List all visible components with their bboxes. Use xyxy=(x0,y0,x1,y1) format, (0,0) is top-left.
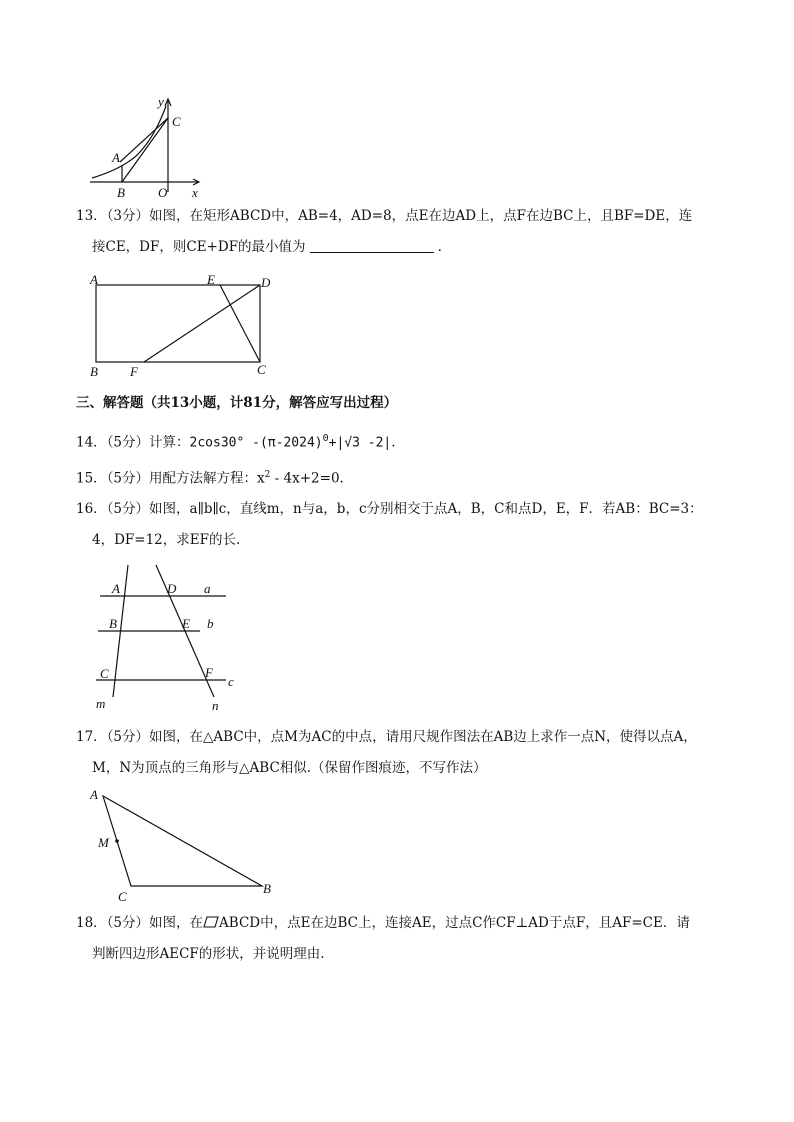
label-e: E xyxy=(207,272,215,287)
q16-text-1: 如图，a∥b∥c，直线m，n与a，b，c分别相交于点A，B，C和点D，E，F．若AB：BC=3： xyxy=(149,501,703,517)
label-b: B xyxy=(117,185,125,200)
label-a: A xyxy=(90,272,98,287)
q17-score: （5分） xyxy=(106,729,150,745)
label-a: A xyxy=(90,787,98,802)
label-m: M xyxy=(98,835,109,850)
label-c-point: C xyxy=(100,666,109,681)
q13-number: 13． xyxy=(76,208,107,224)
label-n: n xyxy=(212,698,219,713)
q13-text-1: 如图，在矩形ABCD中，AB=4，AD=8，点E在边AD上，点F在边BC上，且BF=DE，连 xyxy=(149,208,693,224)
label-line-a: a xyxy=(204,581,211,596)
q17-number: 17． xyxy=(76,729,107,745)
q16-number: 16． xyxy=(76,501,107,517)
label-c: C xyxy=(118,889,127,904)
label-b: B xyxy=(263,881,271,896)
q14-prefix: 计算： xyxy=(149,434,190,451)
q15-sup: 2 xyxy=(264,470,271,480)
q13-text-2a: 接CE，DF，则CE+DF的最小值为 xyxy=(92,239,306,255)
q14-expr-3: +|√3 -2| xyxy=(328,435,392,451)
label-d: D xyxy=(261,275,271,290)
section-heading: 三、解答题（共13小题，计81分，解答应写出过程） xyxy=(76,395,398,411)
label-d: D xyxy=(167,581,177,596)
label-c: C xyxy=(172,114,181,129)
label-f: F xyxy=(205,665,213,680)
q13-text-2b: . xyxy=(437,239,442,255)
q14-expr-1: 2cos30° xyxy=(189,435,245,451)
label-m: m xyxy=(96,696,106,711)
q18-score: （5分） xyxy=(106,915,150,931)
label-x: x xyxy=(192,185,198,200)
q14-score: （5分） xyxy=(106,434,150,451)
q14-end: . xyxy=(391,434,396,451)
q16-line-2: 4，DF=12，求EF的长. xyxy=(92,532,241,548)
q15-number: 15． xyxy=(76,470,107,487)
label-line-c: c xyxy=(228,674,234,689)
q17-text-1: 如图，在△ABC中，点M为AC的中点，请用尺规作图法在AB边上求作一点N，使得以点A， xyxy=(149,729,697,745)
label-a-point: A xyxy=(112,581,120,596)
label-c: C xyxy=(257,362,266,377)
label-a: A xyxy=(112,150,120,165)
q14-exponent: 0 xyxy=(322,433,329,444)
q15-score: （5分） xyxy=(106,470,150,487)
label-b-point: B xyxy=(109,616,117,631)
q17-line-2: M，N为顶点的三角形与△ABC相似.（保留作图痕迹，不写作法） xyxy=(92,760,487,776)
q18-number: 18． xyxy=(76,915,107,931)
q14-expr-2: -(π-2024) xyxy=(244,435,323,451)
label-line-b: b xyxy=(207,616,214,631)
q16-score: （5分） xyxy=(106,501,150,517)
q18-line-2: 判断四边形AECF的形状，并说明理由. xyxy=(92,946,325,962)
q14-number: 14． xyxy=(76,434,107,451)
q13-score: （3分） xyxy=(106,208,150,224)
q18-text-1a: 如图，在 xyxy=(149,915,204,931)
parallelogram-icon xyxy=(203,914,219,926)
label-b: B xyxy=(90,364,98,379)
triangle-abc xyxy=(103,796,262,886)
point-m xyxy=(115,839,119,843)
q15-text-b: - 4x+2=0. xyxy=(270,470,344,487)
label-e: E xyxy=(182,616,190,631)
label-f: F xyxy=(130,364,138,379)
q18-line-1 xyxy=(76,913,690,933)
q15-text-a: 用配方法解方程：x xyxy=(149,470,265,487)
label-y: y xyxy=(158,94,164,109)
label-o: O xyxy=(158,185,168,200)
q18-text-1b: ABCD中，点E在边BC上，连接AE，过点C作CF⊥AD于点F，且AF=CE．请 xyxy=(219,915,690,931)
